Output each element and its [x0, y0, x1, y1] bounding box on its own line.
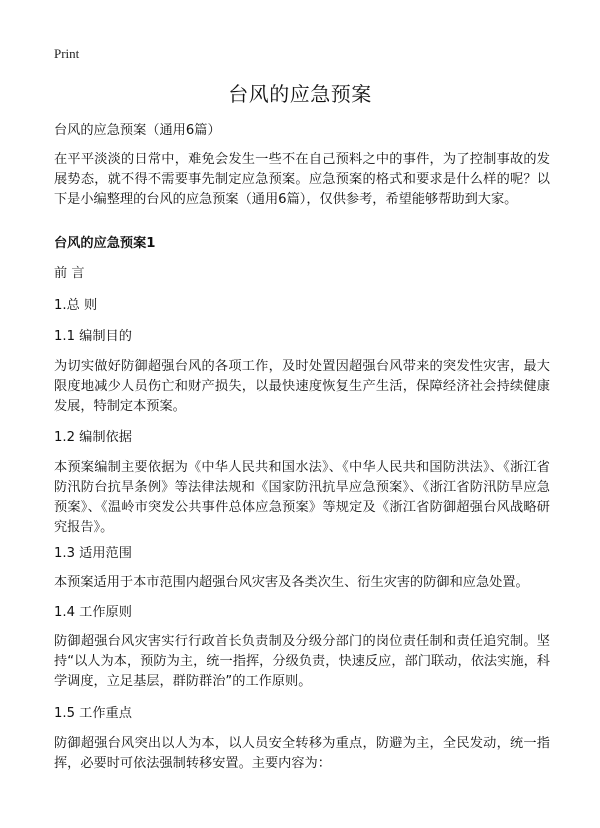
section-1-5-heading: 1.5 工作重点: [54, 706, 132, 721]
preface-heading: 前 言: [54, 266, 85, 281]
document-title: 台风的应急预案: [228, 82, 372, 106]
section-heading: 台风的应急预案1: [54, 236, 156, 251]
section-1-2-text: 本预案编制主要依据为《中华人民共和国水法》、《中华人民共和国防洪法》、《浙江省防汛防台抗旱条例》等法律法规和《国家防汛抗旱应急预案》、《浙江省防汛防旱应急预案》、《温岭市突发公共事件总体应急预案》等规定及《浙江省防御超强台风战略研究报告》。: [54, 460, 550, 535]
document-subtitle: 台风的应急预案（通用6篇）: [54, 123, 221, 138]
section-1-5-text: 防御超强台风突出以人为本，以人员安全转移为重点，防避为主，全民发动，统一指挥，必要时可依法强制转移安置。主要内容为：: [54, 736, 550, 771]
section-1-2-heading: 1.2 编制依据: [54, 430, 132, 445]
section-1-3-heading: 1.3 适用范围: [54, 546, 132, 561]
section-1-1-heading: 1.1 编制目的: [54, 329, 132, 344]
section-1-4-text: 防御超强台风灾害实行行政首长负责制及分级分部门的岗位责任制和责任追究制。坚持“以人为本，预防为主，统一指挥，分级负责，快速反应，部门联动，依法实施，科学调度，立足基层，群防群治”的工作原则。: [54, 634, 550, 689]
section-1-3-text: 本预案适用于本市范围内超强台风灾害及各类次生、衍生灾害的防御和应急处置。: [54, 575, 529, 590]
intro-paragraph: 在平平淡淡的日常中，难免会发生一些不在自己预料之中的事件，为了控制事故的发展势态，就不得不需要事先制定应急预案。应急预案的格式和要求是什么样的呢？以下是小编整理的台风的应急预案（通用6篇），仅供参考，希望能够帮助到大家。: [54, 152, 550, 207]
print-link[interactable]: Print: [54, 46, 80, 61]
section-1-1-text: 为切实做好防御超强台风的各项工作，及时处置因超强台风带来的突发性灾害，最大限度地减少人员伤亡和财产损失，以最快速度恢复生产生活，保障经济社会持续健康发展，特制定本预案。: [54, 359, 550, 414]
general-heading: 1.总 则: [54, 298, 98, 313]
section-1-4-heading: 1.4 工作原则: [54, 605, 132, 620]
